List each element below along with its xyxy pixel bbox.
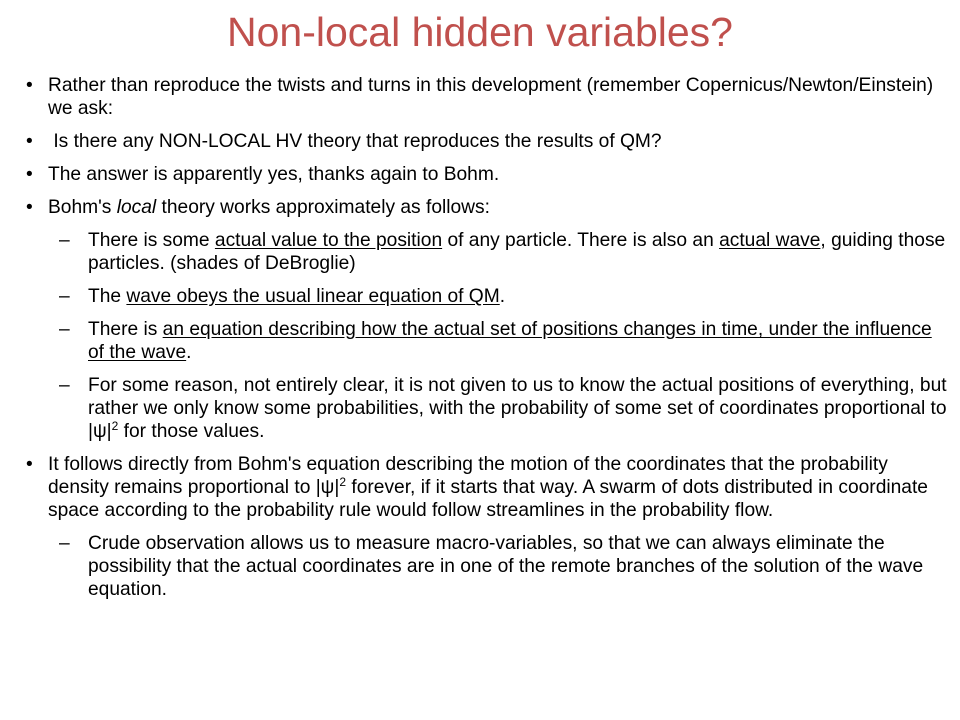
bullet-item [26, 453, 951, 522]
superscript: 2 [111, 419, 119, 433]
text-run: for those values. [118, 421, 265, 442]
bullet-marker: • [26, 454, 33, 475]
text-run: It follows directly from Bohm's equation describing the motion of the coordinates that the probability density remains proportional to |ψ| [48, 454, 888, 498]
text-run: . [499, 286, 506, 307]
dash-marker: – [59, 375, 70, 396]
text-run: . [186, 342, 192, 363]
sub-bullet-text: Crude observation allows us to measure macro-variables, so that we can always eliminate the possibility that the actual coordinates are in one of the remote branches of the solution of the wave equation. [88, 533, 924, 600]
sub-bullet-text [88, 286, 505, 307]
dash-marker: – [59, 533, 70, 554]
text-run: theory works approximately as follows: [156, 197, 490, 218]
dash-marker: – [59, 319, 70, 340]
sub-bullet-item [26, 532, 951, 601]
underlined-text: actual wave [719, 230, 821, 251]
sub-bullet-text [88, 319, 932, 363]
sub-bullet-item [26, 374, 951, 443]
text-run: Bohm's [48, 197, 117, 218]
bullet-text: The answer is apparently yes, thanks again to Bohm. [48, 164, 500, 185]
sub-bullet-text [88, 375, 947, 442]
slide-content [26, 74, 951, 611]
bullet-text: Is there any NON-LOCAL HV theory that reproduces the results of QM? [48, 131, 662, 152]
text-run: There is some [88, 230, 215, 251]
superscript: 2 [339, 475, 347, 489]
bullet-item [26, 130, 951, 153]
bullet-item [26, 74, 951, 120]
dash-marker: – [59, 286, 70, 307]
sub-bullet-item [26, 318, 951, 364]
text-run: There is [88, 319, 163, 340]
bullet-item [26, 163, 951, 186]
underlined-text: wave obeys the usual linear equation of QM [126, 286, 500, 307]
underlined-text: actual value to the position [214, 230, 443, 251]
bullet-text [48, 454, 928, 521]
bullet-text: Rather than reproduce the twists and turns in this development (remember Copernicus/Newton/Einstein) we ask: [48, 75, 934, 119]
bullet-marker: • [26, 164, 33, 185]
italic-text: local [116, 197, 157, 218]
bullet-item [26, 196, 951, 219]
bullet-text [48, 197, 490, 218]
text-run: For some reason, not entirely clear, it is not given to us to know the actual positions of everything, but rather we only know some probabilities, with the probability of some set of coordinates proportional to |ψ| [88, 375, 947, 442]
text-run: The [88, 286, 127, 307]
slide-title: Non-local hidden variables? [227, 9, 733, 55]
sub-bullet-item [26, 229, 951, 275]
underlined-text: an equation describing how the actual set of positions changes in time, under the influence of the wave [88, 319, 932, 363]
text-run: of any particle. There is also an [442, 230, 720, 251]
sub-bullet-text [88, 230, 945, 274]
bullet-marker: • [26, 75, 33, 96]
sub-bullet-item [26, 285, 951, 308]
text-run: forever, if it starts that way. A swarm of dots distributed in coordinate space according to the probability rule would follow streamlines in the probability flow. [48, 477, 928, 521]
text-run: , guiding those particles. (shades of DeBroglie) [88, 230, 946, 274]
bullet-marker: • [26, 197, 33, 218]
dash-marker: – [59, 230, 70, 251]
bullet-marker: • [26, 131, 33, 152]
